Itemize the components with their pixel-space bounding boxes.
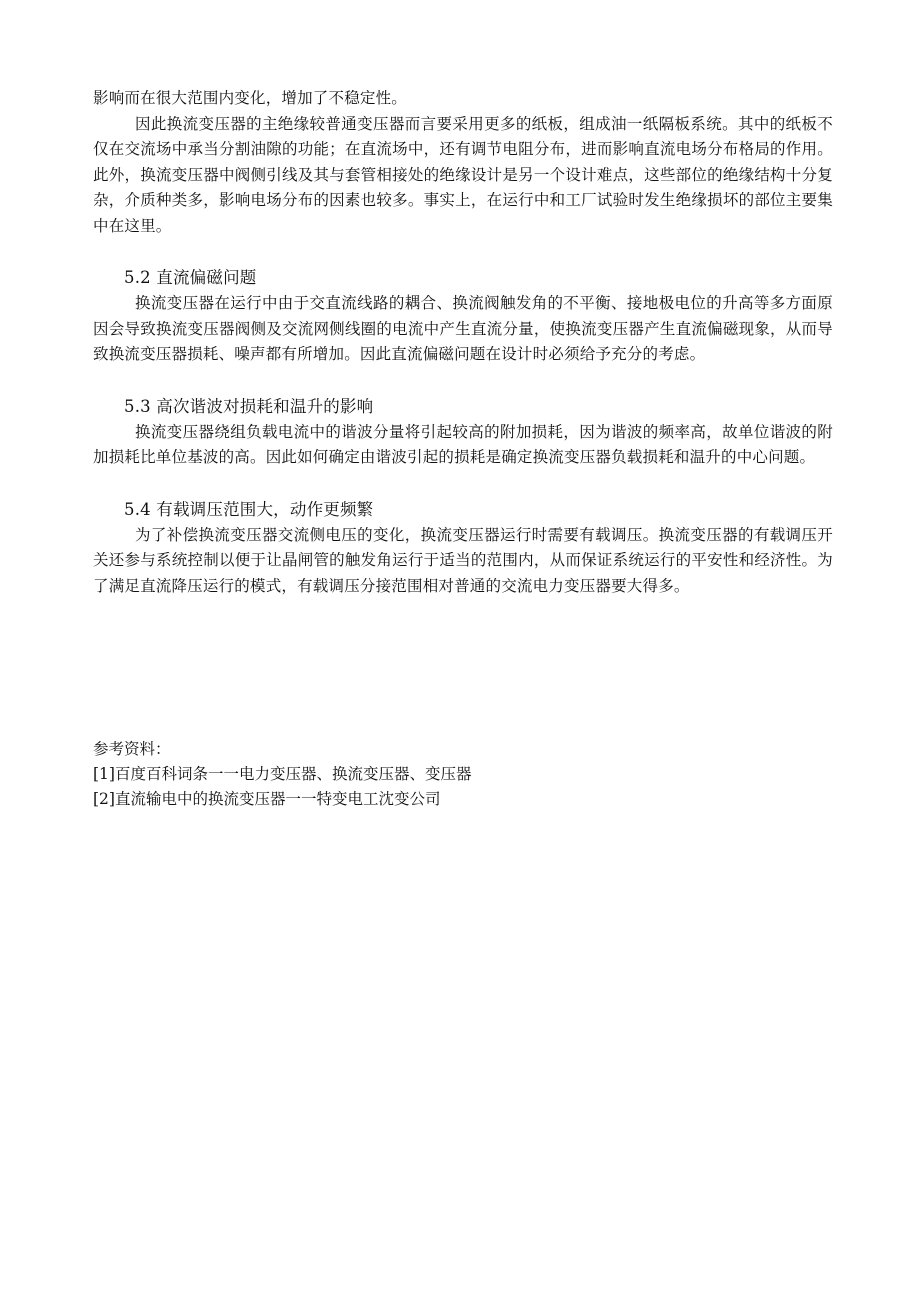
section-spacer xyxy=(93,471,833,497)
body-paragraph: 因此换流变压器的主绝缘较普通变压器而言要采用更多的纸板，组成油一纸隔板系统。其中的纸板不仅在交流场中承当分割油隙的功能；在直流场中，还有调节电阻分布，进而影响直流电场分布格局的作用。此外，换流变压器中阀侧引线及其与套管相接处的绝缘设计是另一个设计难点，这些部位的绝缘结构十分复杂，介质种类多，影响电场分布的因素也较多。事实上，在运行中和工厂试验时发生绝缘损坏的部位主要集中在这里。 xyxy=(93,114,833,235)
section-spacer xyxy=(93,368,833,394)
references-title: 参考资料： xyxy=(93,740,171,758)
references-section xyxy=(93,737,833,812)
document-body xyxy=(93,86,833,599)
section-spacer xyxy=(93,239,833,265)
section-heading-5-2: 5.2 直流偏磁问题 xyxy=(124,268,257,287)
section-heading-5-3: 5.3 高次谐波对损耗和温升的影响 xyxy=(124,396,374,416)
section-paragraph-5-4: 为了补偿换流变压器交流侧电压的变化，换流变压器运行时需要有载调压。换流变压器的有载调压开关还参与系统控制以便于让晶闸管的触发角运行于适当的范围内，从而保证系统运行的平安性和经济性。为了满足直流降压运行的模式，有载调压分接范围相对普通的交流电力变压器要大得多。 xyxy=(93,525,833,595)
body-paragraph: 影响而在很大范围内变化，增加了不稳定性。 xyxy=(93,89,408,107)
section-paragraph-5-2: 换流变压器在运行中由于交直流线路的耦合、换流阀触发角的不平衡、接地极电位的升高等多方面原因会导致换流变压器阀侧及交流网侧线圈的电流中产生直流分量，使换流变压器产生直流偏磁现象，从而导致换流变压器损耗、噪声都有所增加。因此直流偏磁问题在设计时必须给予充分的考虑。 xyxy=(93,294,833,363)
reference-item-1: [1]百度百科词条一一电力变压器、换流变压器、变压器 xyxy=(93,765,472,783)
section-paragraph-5-3: 换流变压器绕组负载电流中的谐波分量将引起较高的附加损耗，因为谐波的频率高，故单位谐波的附加损耗比单位基波的高。因此如何确定由谐波引起的损耗是确定换流变压器负载损耗和温升的中心问题。 xyxy=(93,422,833,466)
section-heading-5-4: 5.4 有载调压范围大，动作更频繁 xyxy=(124,499,374,519)
reference-item-2: [2]直流输电中的换流变压器一一特变电工沈变公司 xyxy=(93,790,441,808)
